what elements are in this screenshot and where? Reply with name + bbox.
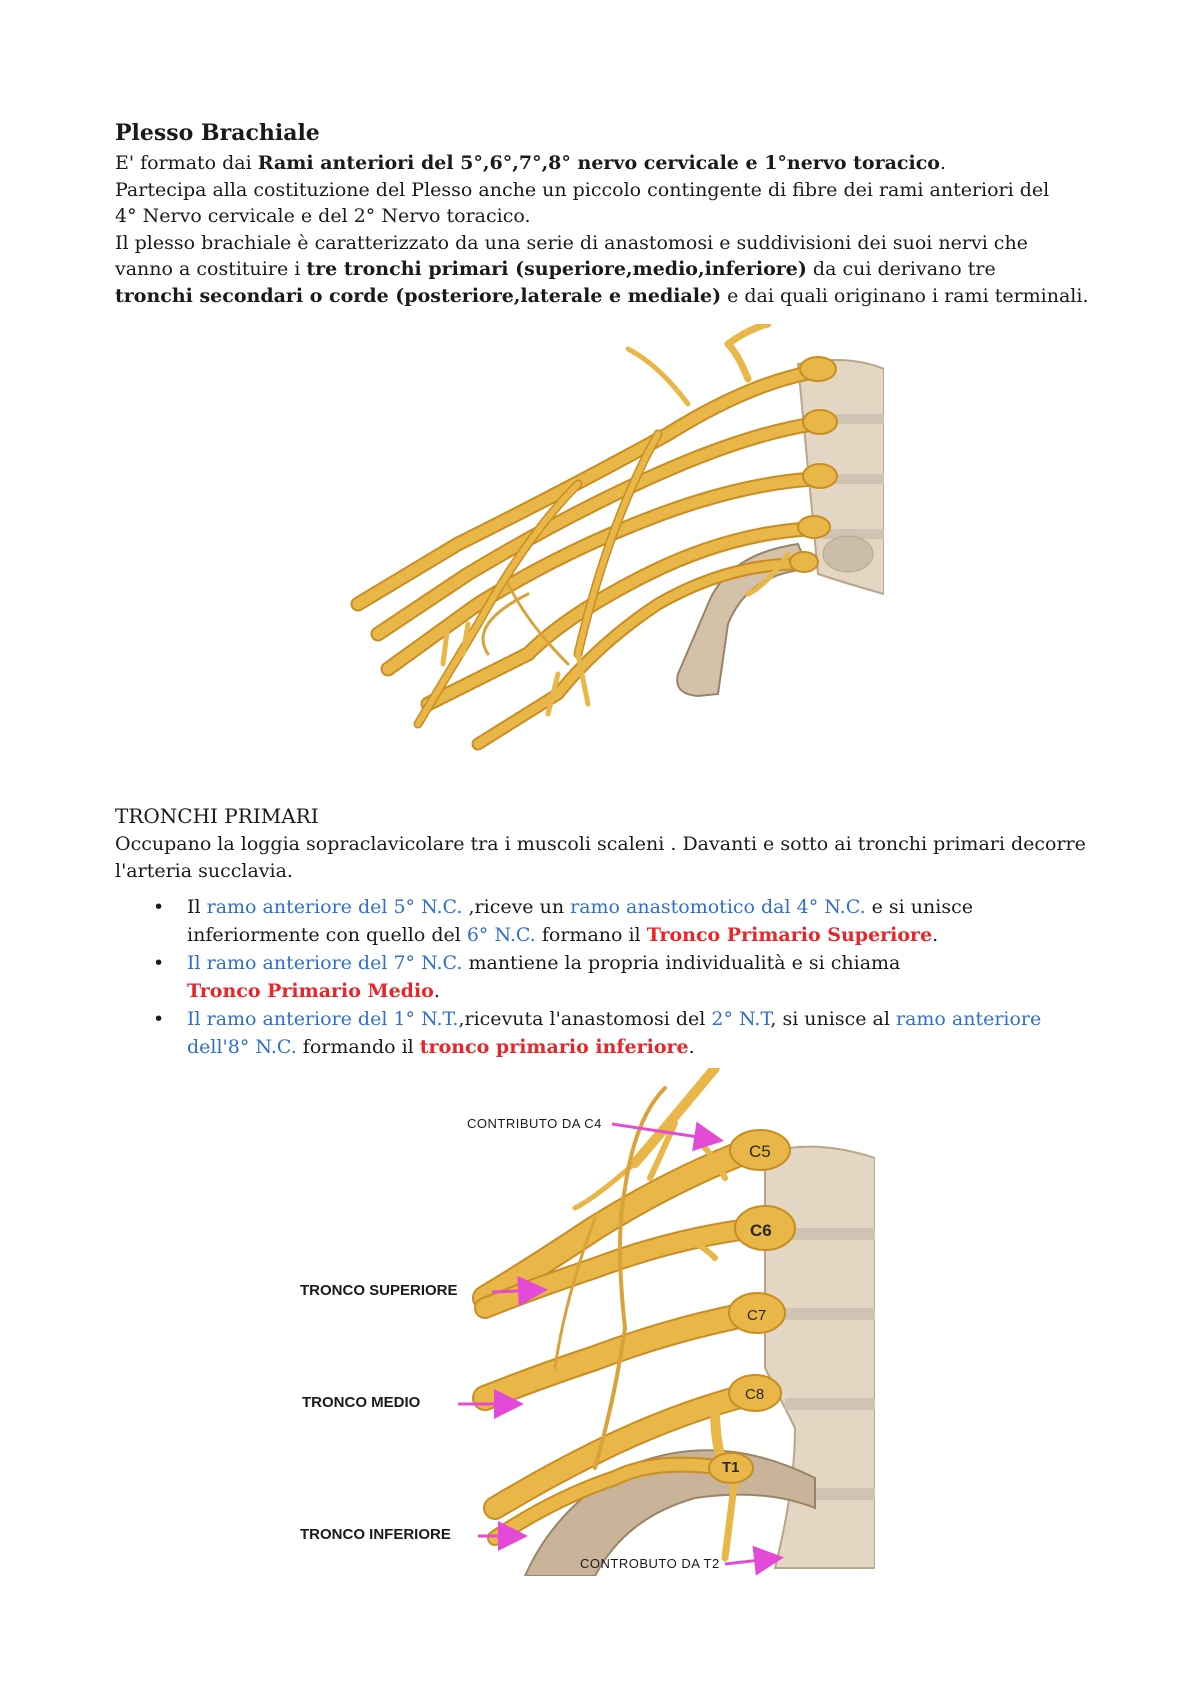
intro-line-3: 4° Nervo cervicale e del 2° Nervo toracico. [115,205,531,227]
label-c7: C7 [747,1307,767,1324]
section-line-1: Occupano la loggia sopraclavicolare tra i muscoli scaleni . Davanti e sotto ai tronchi primari decorre [115,833,1086,855]
list-item: • Il ramo anteriore del 5° N.C. ,riceve un ramo anastomotico dal 4° N.C. e si unisce inferiormente con quello del 6° N.C. formano il Tronco Primario Superiore. [115,893,1095,949]
intro-line-1: E' formato dai Rami anteriori del 5°,6°,7°,8° nervo cervicale e 1°nervo toracico. [115,152,946,174]
bullet-symbol: • [153,952,165,974]
label-c8: C8 [745,1386,765,1403]
intro-paragraph [115,150,1095,309]
contrib-t2-label: CONTROBUTO DA T2 [580,1556,720,1571]
label-t1: T1 [722,1459,740,1476]
intro-line-4: Il plesso brachiale è caratterizzato da una serie di anastomosi e suddivisioni dei suoi nervi che [115,231,1028,254]
contrib-c4-label: CONTRIBUTO DA C4 [467,1116,602,1131]
section-heading: TRONCHI PRIMARI [115,804,319,828]
section-paragraph [115,831,1095,884]
trunk-list [115,893,1095,1061]
intro-line-6: tronchi secondari o corde (posteriore,laterale e mediale) e dai quali originano i rami terminali. [115,284,1089,307]
arrow-superiore [492,1290,542,1292]
tronco-superiore-label: TRONCO SUPERIORE [300,1282,458,1299]
nerve-roots [358,324,813,744]
section-line-2: l'arteria succlavia. [115,859,293,882]
plexus-illustration [328,324,884,754]
intro-line-2: Partecipa alla costituzione del Plesso anche un piccolo contingente di fibre dei rami anteriori del [115,178,1050,201]
intro-line-5: vanno a costituire i tre tronchi primari (superiore,medio,inferiore) da cui derivano tre [115,258,996,280]
list-item: • Il ramo anteriore del 7° N.C. mantiene la propria individualità e si chiama Tronco Primario Medio. [115,949,1095,1005]
trunk-callouts [0,1060,1200,1580]
page-title: Plesso Brachiale [115,120,320,146]
arrow-c4 [612,1124,718,1140]
arrow-t2 [725,1558,778,1564]
tronco-inferiore-label: TRONCO INFERIORE [300,1526,451,1543]
tronco-medio-label: TRONCO MEDIO [302,1394,421,1411]
label-c5: C5 [749,1142,771,1161]
bullet-symbol: • [153,896,165,918]
label-c6: C6 [750,1221,772,1240]
list-item: • Il ramo anteriore del 1° N.T.,ricevuta l'anastomosi del 2° N.T, si unisce al ramo anteriore dell'8° N.C. formando il tronco primario inferiore. [115,1005,1095,1061]
bullet-symbol: • [153,1008,165,1030]
